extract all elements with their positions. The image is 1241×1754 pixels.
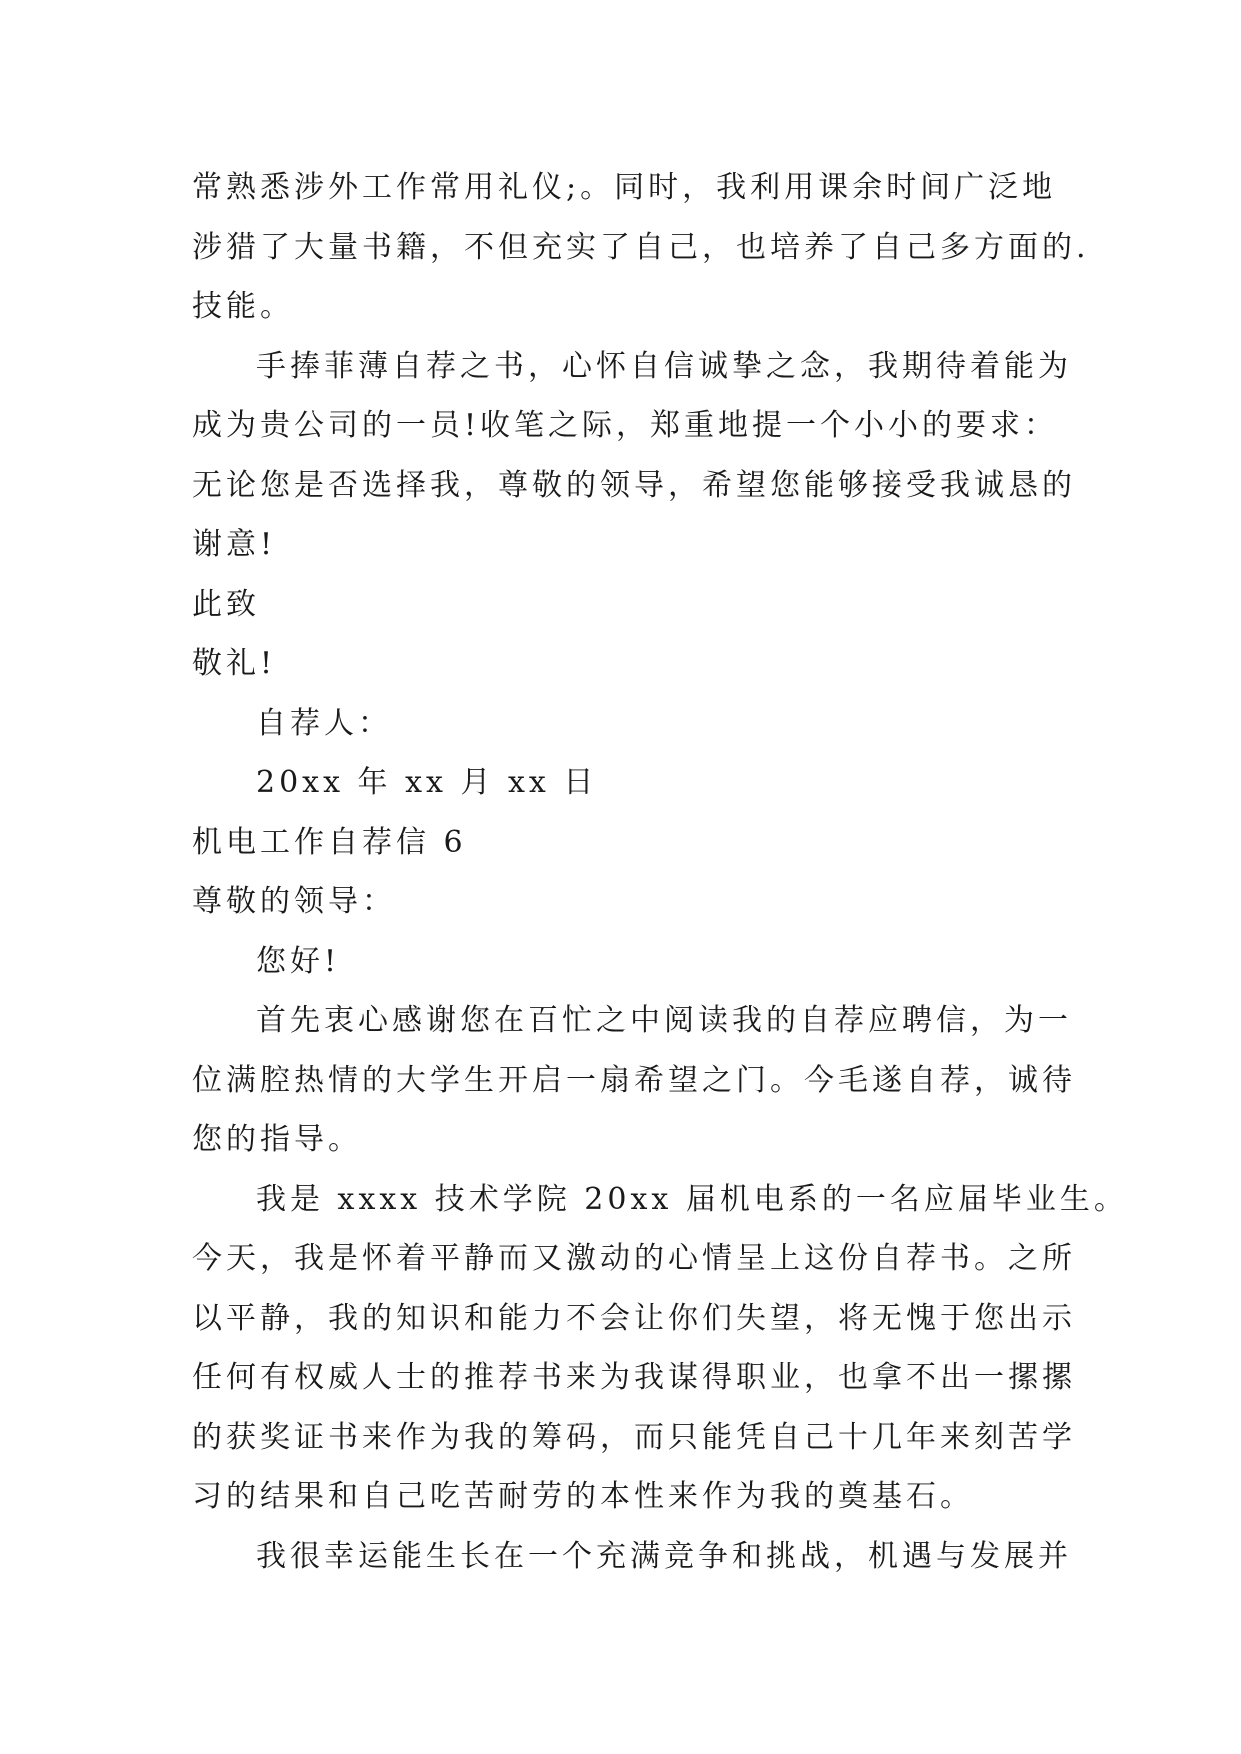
text-line: 手捧菲薄自荐之书，心怀自信诚挚之念，我期待着能为 [256,348,1072,384]
text-line: 的获奖证书来作为我的筹码，而只能凭自己十几年来刻苦学 [192,1419,1076,1455]
section-title: 机电工作自荐信 6 [192,824,467,860]
text-line: 以平静，我的知识和能力不会让你们失望，将无愧于您出示 [192,1300,1076,1336]
text-line: 我是 xxxx 技术学院 20xx 届机电系的一名应届毕业生。 [256,1181,1128,1217]
text-line: 成为贵公司的一员!收笔之际，郑重地提一个小小的要求： [192,408,1059,443]
text-line: 任何有权威人士的推荐书来为我谋得职业，也拿不出一摞摞 [192,1360,1076,1395]
greeting-hello: 您好! [256,943,341,979]
text-line: 技能。 [192,289,294,324]
text-line: 我很幸运能生长在一个充满竞争和挑战，机遇与发展并 [256,1538,1072,1574]
document-body [192,158,1128,1586]
text-line: 常熟悉涉外工作常用礼仪;。同时，我利用课余时间广泛地 [192,170,1057,205]
date-line: 20xx 年 xx 月 xx 日 [256,765,598,800]
text-line: 首先衷心感谢您在百忙之中阅读我的自荐应聘信，为一 [256,1003,1072,1038]
text-line: 位满腔热情的大学生开启一扇希望之门。今毛遂自荐，诚待 [192,1062,1076,1098]
text-line: 涉猎了大量书籍，不但充实了自己，也培养了自己多方面的. [192,229,1090,265]
text-line: 谢意! [192,527,277,562]
text-line: 无论您是否选择我，尊敬的领导，希望您能够接受我诚恳的 [192,467,1076,503]
text-line: 习的结果和自己吃苦耐劳的本性来作为我的奠基石。 [192,1479,974,1514]
greeting: 尊敬的领导： [192,884,396,919]
signature-label: 自荐人： [256,705,392,741]
text-line: 您的指导。 [192,1122,362,1157]
text-line: 今天，我是怀着平静而又激动的心情呈上这份自荐书。之所 [192,1241,1076,1276]
closing-salutation: 此致 [192,586,260,622]
closing-regards: 敬礼! [192,646,277,681]
